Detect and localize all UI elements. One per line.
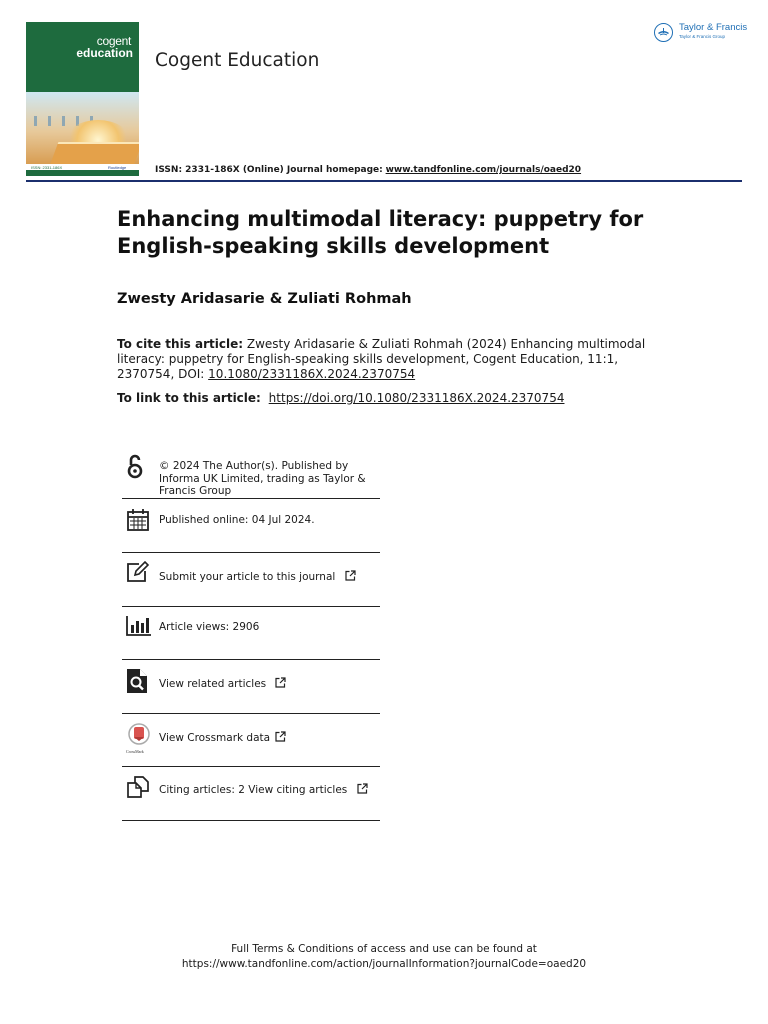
publisher-logo-icon xyxy=(654,23,673,42)
published-online-text: Published online: 04 Jul 2024. xyxy=(159,514,315,526)
submit-article-link[interactable] xyxy=(159,570,356,584)
published-online-row xyxy=(122,499,380,553)
citation-block xyxy=(117,337,677,382)
article-views-row xyxy=(122,607,380,660)
citing-articles-label: Citing articles: 2 View citing articles xyxy=(159,784,348,796)
footer-line1: Full Terms & Conditions of access and use can be found at xyxy=(231,943,537,955)
bar-chart-icon xyxy=(126,615,152,641)
submit-article-row[interactable] xyxy=(122,553,380,607)
search-document-icon xyxy=(126,668,148,698)
citation-label: To cite this article: xyxy=(117,337,244,351)
edit-icon xyxy=(126,561,150,587)
publisher-logo-subtitle: Taylor & Francis Group xyxy=(679,34,726,39)
journal-homepage-link[interactable]: www.tandfonline.com/journals/oaed20 xyxy=(385,165,582,175)
submit-article-label: Submit your article to this journal xyxy=(159,571,336,583)
journal-name: Cogent Education xyxy=(155,50,320,71)
footer-terms xyxy=(0,942,768,971)
external-link-icon xyxy=(345,570,356,581)
related-articles-link[interactable] xyxy=(159,677,286,691)
article-authors: Zwesty Aridasarie & Zuliati Rohmah xyxy=(117,291,412,307)
cover-publisher: Routledge xyxy=(108,165,127,170)
calendar-icon xyxy=(126,508,150,536)
crossmark-label: View Crossmark data xyxy=(159,732,271,744)
cover-issn: ISSN: 2331-186X xyxy=(31,165,63,170)
cover-title-line1: cogent xyxy=(96,34,131,48)
article-views-text: Article views: 2906 xyxy=(159,621,260,633)
external-link-icon xyxy=(275,731,286,742)
publisher-logo-name: Taylor & Francis xyxy=(679,22,748,33)
issn-label: ISSN: 2331-186X (Online) Journal homepage: xyxy=(155,165,383,175)
article-link-line xyxy=(117,391,564,405)
crossmark-caption: CrossMark xyxy=(126,749,144,754)
copyright-text: © 2024 The Author(s). Published by Informa UK Limited, trading as Taylor & Francis Group xyxy=(159,460,366,497)
crossmark-link[interactable] xyxy=(159,731,286,745)
citing-articles-link[interactable] xyxy=(159,783,368,797)
citation-text: Zwesty Aridasarie & Zuliati Rohmah (2024) Enhancing multimodal literacy: puppetry for English-speaking skills development, Cogent Education, 11:1, 2370754, DOI: xyxy=(117,337,646,381)
header-divider xyxy=(26,180,742,182)
journal-cover-image xyxy=(26,22,139,176)
crossmark-row[interactable] xyxy=(122,714,380,767)
doi-link[interactable]: https://doi.org/10.1080/2331186X.2024.2370754 xyxy=(268,391,565,405)
link-label: To link to this article: xyxy=(117,391,261,405)
citing-articles-row[interactable] xyxy=(122,767,380,821)
article-title: Enhancing multimodal literacy: puppetry for English-speaking skills development xyxy=(117,207,644,258)
cover-title-line2: education xyxy=(76,46,133,60)
issn-line xyxy=(155,165,581,175)
publisher-logo[interactable] xyxy=(654,22,746,46)
citation-doi-link[interactable]: 10.1080/2331186X.2024.2370754 xyxy=(208,367,416,381)
citing-articles-icon xyxy=(126,776,150,802)
external-link-icon xyxy=(357,783,368,794)
related-articles-label: View related articles xyxy=(159,678,267,690)
open-access-icon xyxy=(126,454,144,484)
related-articles-row[interactable] xyxy=(122,660,380,714)
cover-illustration xyxy=(26,92,139,164)
article-info-list xyxy=(122,448,380,821)
external-link-icon xyxy=(275,677,286,688)
crossmark-icon xyxy=(126,723,152,755)
open-access-row xyxy=(122,448,380,499)
footer-terms-link[interactable]: https://www.tandfonline.com/action/journalInformation?journalCode=oaed20 xyxy=(181,957,587,970)
